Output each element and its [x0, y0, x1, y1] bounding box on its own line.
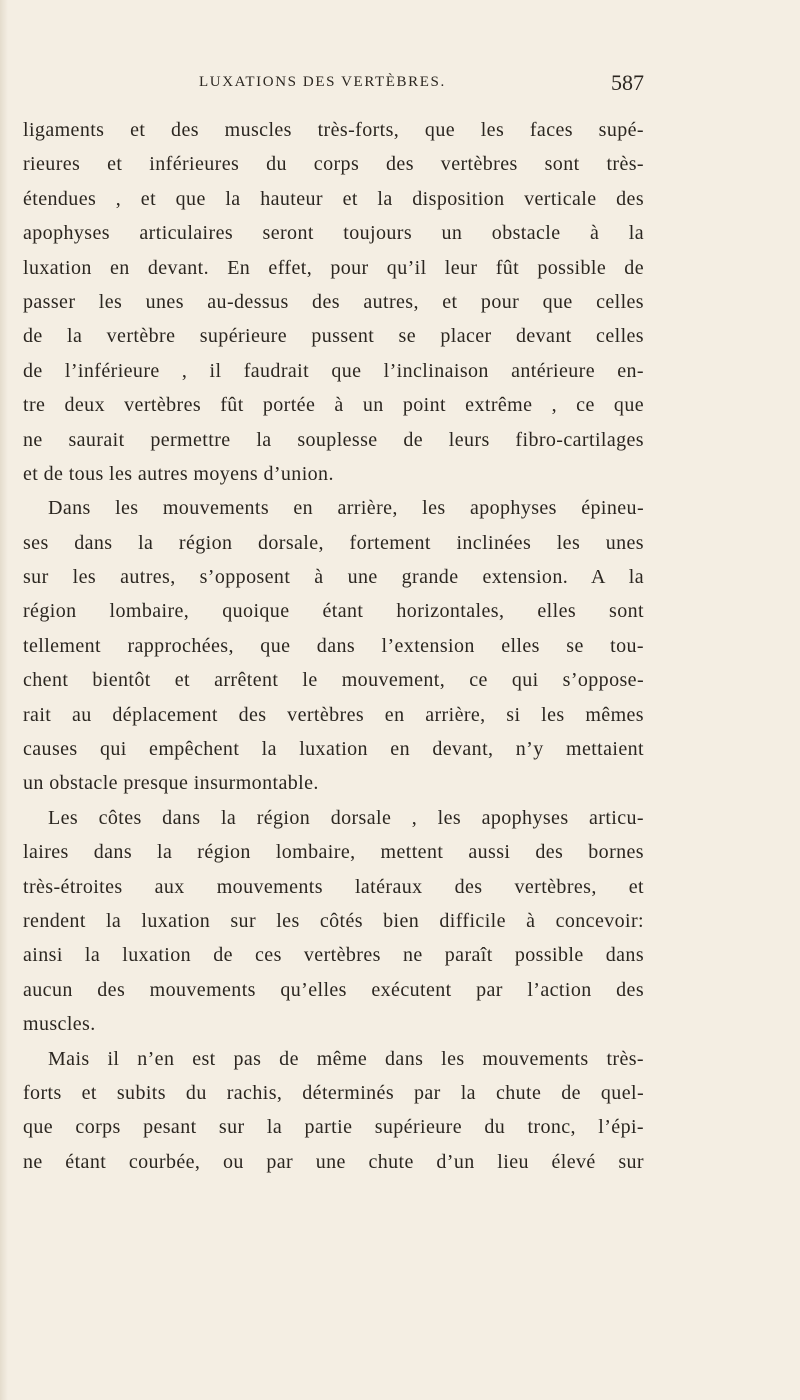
text-line: sur les autres, s’opposent à une grande extension. A la [23, 566, 644, 589]
text-line: ligaments et des muscles très-forts, que les faces supé- [23, 119, 644, 141]
text-line: muscles. [23, 1013, 96, 1036]
text-line: que corps pesant sur la partie supérieure du tronc, l’épi- [23, 1116, 644, 1139]
text-line: laires dans la région lombaire, mettent aussi des bornes [23, 841, 644, 864]
page-edge [0, 0, 8, 1400]
page-header [23, 70, 644, 100]
text-line: région lombaire, quoique étant horizontales, elles sont [23, 600, 644, 623]
text-line: rendent la luxation sur les côtés bien difficile à concevoir: [23, 909, 644, 932]
text-line: causes qui empêchent la luxation en devant, n’y mettaient [23, 738, 644, 761]
text-line: luxation en devant. En effet, pour qu’il leur fût possible de [23, 256, 644, 279]
text-line: étendues , et que la hauteur et la disposition verticale des [23, 187, 644, 210]
body-text [23, 113, 644, 1179]
running-title: LUXATIONS DES VERTÈBRES. [199, 74, 446, 90]
text-line: ses dans la région dorsale, fortement inclinées les unes [23, 531, 644, 554]
text-line: ne saurait permettre la souplesse de leurs fibro-cartilages [23, 428, 644, 451]
text-line: chent bientôt et arrêtent le mouvement, ce qui s’oppose- [23, 669, 644, 692]
text-line: un obstacle presque insurmontable. [23, 772, 319, 795]
text-line: Mais il n’en est pas de même dans les mouvements très- [48, 1047, 644, 1070]
text-line: rieures et inférieures du corps des vertèbres sont très- [23, 153, 644, 176]
text-line: ne étant courbée, ou par une chute d’un lieu élevé sur [23, 1150, 644, 1173]
text-line: rait au déplacement des vertèbres en arrière, si les mêmes [23, 703, 644, 726]
page-number: 587 [611, 70, 644, 95]
text-line: forts et subits du rachis, déterminés par la chute de quel- [23, 1081, 644, 1104]
text-line: Les côtes dans la région dorsale , les apophyses articu- [48, 806, 644, 829]
text-line: de la vertèbre supérieure pussent se placer devant celles [23, 325, 644, 348]
text-line: passer les unes au-dessus des autres, et pour que celles [23, 290, 644, 313]
text-line: tre deux vertèbres fût portée à un point extrême , ce que [23, 394, 644, 417]
text-line: Dans les mouvements en arrière, les apophyses épineu- [48, 497, 644, 520]
text-line: ainsi la luxation de ces vertèbres ne paraît possible dans [23, 944, 644, 967]
text-line: aucun des mouvements qu’elles exécutent par l’action des [23, 978, 644, 1001]
text-line: et de tous les autres moyens d’union. [23, 462, 334, 485]
text-line: très-étroites aux mouvements latéraux des vertèbres, et [23, 875, 644, 898]
text-line: de l’inférieure , il faudrait que l’inclinaison antérieure en- [23, 359, 644, 382]
text-line: apophyses articulaires seront toujours un obstacle à la [23, 222, 644, 245]
text-line: tellement rapprochées, que dans l’extension elles se tou- [23, 634, 644, 657]
